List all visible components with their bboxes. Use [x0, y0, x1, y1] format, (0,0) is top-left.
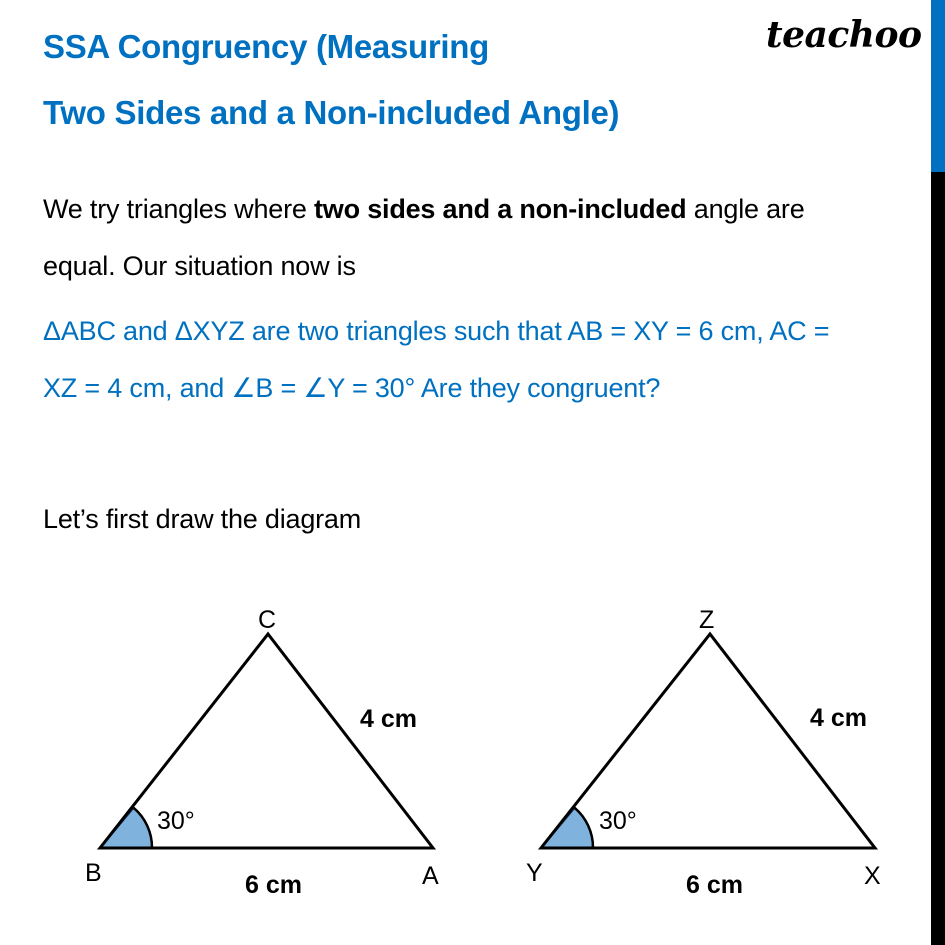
- page-title-line-1: SSA Congruency (Measuring: [43, 28, 490, 65]
- intro-paragraph-line-2: equal. Our situation now is: [43, 251, 356, 281]
- angle-y-label: 30°: [599, 807, 637, 835]
- vertex-z-label: Z: [699, 606, 715, 634]
- page-title-line-2: Two Sides and a Non-included Angle): [43, 94, 620, 131]
- intro-text-bold: two sides and a non-included: [314, 194, 687, 224]
- side-ac-label: 4 cm: [360, 705, 417, 733]
- vertex-b-label: B: [85, 859, 102, 887]
- question-line-2: XZ = 4 cm, and ∠B = ∠Y = 30° Are they congruent?: [43, 373, 661, 403]
- vertex-y-label: Y: [526, 859, 543, 887]
- triangle-xyz: [526, 606, 881, 899]
- intro-text-post: angle are: [686, 194, 805, 224]
- instruction-text: Let’s first draw the diagram: [43, 504, 362, 534]
- question-line-1: ΔABC and ΔXYZ are two triangles such that AB = XY = 6 cm, AC =: [43, 316, 830, 346]
- triangle-abc-outline: [100, 634, 433, 848]
- angle-b-label: 30°: [157, 807, 195, 835]
- triangle-xyz-outline: [541, 634, 875, 848]
- side-ab-label: 6 cm: [245, 871, 302, 899]
- vertex-c-label: C: [258, 606, 277, 634]
- triangle-abc: [85, 606, 439, 899]
- vertex-a-label: A: [422, 862, 439, 890]
- teachoo-logo: teachoo: [766, 14, 922, 56]
- vertex-x-label: X: [864, 862, 881, 890]
- side-xy-label: 6 cm: [686, 871, 743, 899]
- intro-text-pre: We try triangles where: [43, 194, 315, 224]
- side-xz-label: 4 cm: [810, 704, 867, 732]
